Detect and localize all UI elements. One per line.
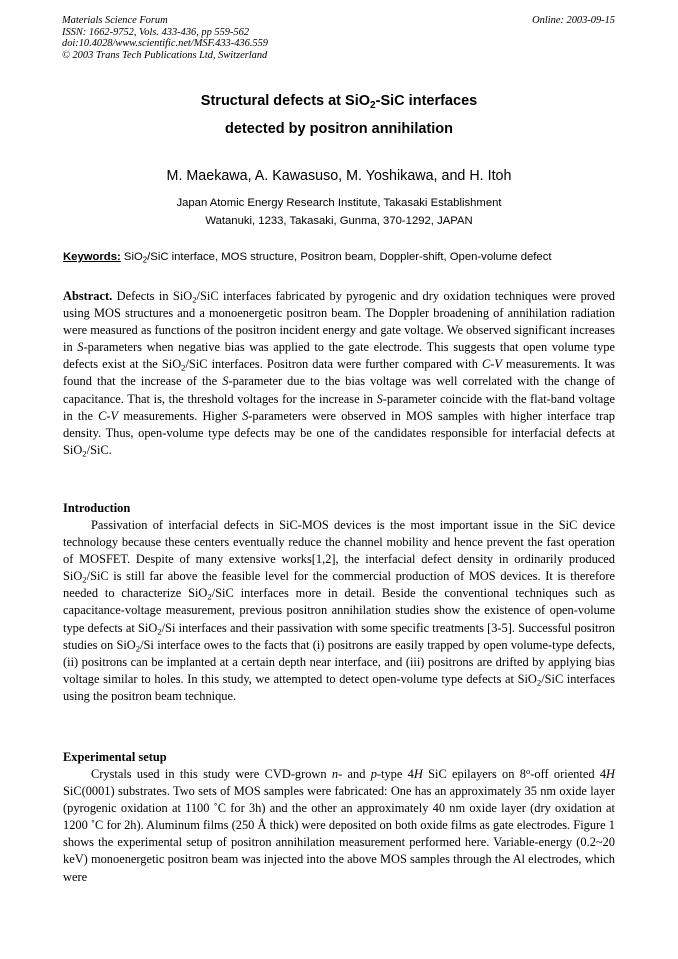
copyright-line: © 2003 Trans Tech Publications Ltd, Switzerland — [62, 49, 268, 61]
affiliation-line-2: Watanuki, 1233, Takasaki, Gunma, 370-1292, JAPAN — [205, 215, 473, 227]
affiliation-line-1: Japan Atomic Energy Research Institute, Takasaki Establishment — [176, 197, 502, 209]
paper-title-line-1: Structural defects at SiO$_2$-SiC interfaces — [200, 93, 478, 112]
author-list: M. Maekawa, A. Kawasuso, M. Yoshikawa, and H. Itoh — [166, 168, 512, 184]
online-date: Online: 2003-09-15 — [532, 15, 615, 26]
journal-name: Materials Science Forum — [62, 15, 168, 26]
abstract: Abstract. Defects in SiO$_2$/SiC interfaces fabricated by pyrogenic and dry oxidation techniques were proved using MOS structures and a monoenergetic positron beam. The Doppler broadening of annihilation radiation were measured as functions of the positron incident energy and gate voltage. We observed significant increases in S-parameters when negative bias was applied to the gate electrode. This suggests that open volume type defects exist at the SiO$_2$/SiC interfaces. Positron data were further compared with C-V measurements. It was found that the increase of the S-parameter due to the bias voltage was well correlated with the change of capacitance. That is, the threshold voltages for the increase in S-parameter coincide with the flat-band voltage in the C-V measurements. Higher S-parameters were observed in MOS samples with higher interface trap density. Thus, open-volume type defects may be one of the candidates responsible for interfacial defects at SiO$_2$/SiC. — [63, 289, 615, 459]
journal-header — [62, 15, 268, 61]
keywords: Keywords: SiO$_2$/SiC interface, MOS structure, Positron beam, Doppler-shift, Open-volume defect — [63, 251, 552, 265]
keywords-label: Keywords: — [63, 251, 121, 263]
experimental-paragraph: Crystals used in this study were CVD-grown n- and p-type 4H SiC epilayers on 8$^o$-off oriented 4H SiC(0001) substrates. Two sets of MOS samples were fabricated: One has an approximately 35 nm oxide layer (pyrogenic oxidation at 1100 ˚C for 3h) and the other an approximately 40 nm oxide layer (dry oxidation at 1200 ˚C for 2h). Aluminum films (250 Å thick) were deposited on both oxide films as gate electrodes. Figure 1 shows the experimental setup of positron annihilation measurement performed here. Variable-energy (0.2~20 keV) monoenergetic positron beam was injected into the above MOS samples through the Al electrodes, which were — [63, 766, 615, 884]
issn-line: ISSN: 1662-9752, Vols. 433-436, pp 559-562 — [62, 26, 250, 38]
paper-title-line-2: detected by positron annihilation — [225, 121, 453, 137]
section-heading-experimental-setup: Experimental setup — [63, 750, 167, 764]
abstract-label: Abstract. — [63, 289, 113, 303]
section-heading-introduction: Introduction — [63, 501, 131, 515]
introduction-paragraph: Passivation of interfacial defects in SiC-MOS devices is the most important issue in the SiC device technology because these centers eventually reduce the channel mobility and hence prevent the fast operation of MOSFET. Despite of many extensive works[1,2], the interfacial defect density in ordinarily produced SiO$_2$/SiC is still far above the feasible level for the commercial production of MOS devices. It is therefore needed to characterize SiO$_2$/SiC interfaces more in detail. Beside the conventional techniques such as capacitance-voltage measurement, previous positron annihilation studies show the existence of open-volume type defects at SiO$_2$/Si interfaces and their passivation with some specific treatments [3-5]. Successful positron studies on SiO$_2$/Si interface owes to the facts that (i) positrons are easily trapped by open volume-type defects, (ii) positrons can be implanted at a certain depth near interface, and (iii) positrons are drifted by applying bias voltage similar to holes. In this study, we attempted to detect open-volume type defects at SiO$_2$/SiC interfaces using the positron beam technique. — [63, 518, 615, 703]
doi-line: doi:10.4028/www.scientific.net/MSF.433-436.559 — [62, 38, 268, 49]
